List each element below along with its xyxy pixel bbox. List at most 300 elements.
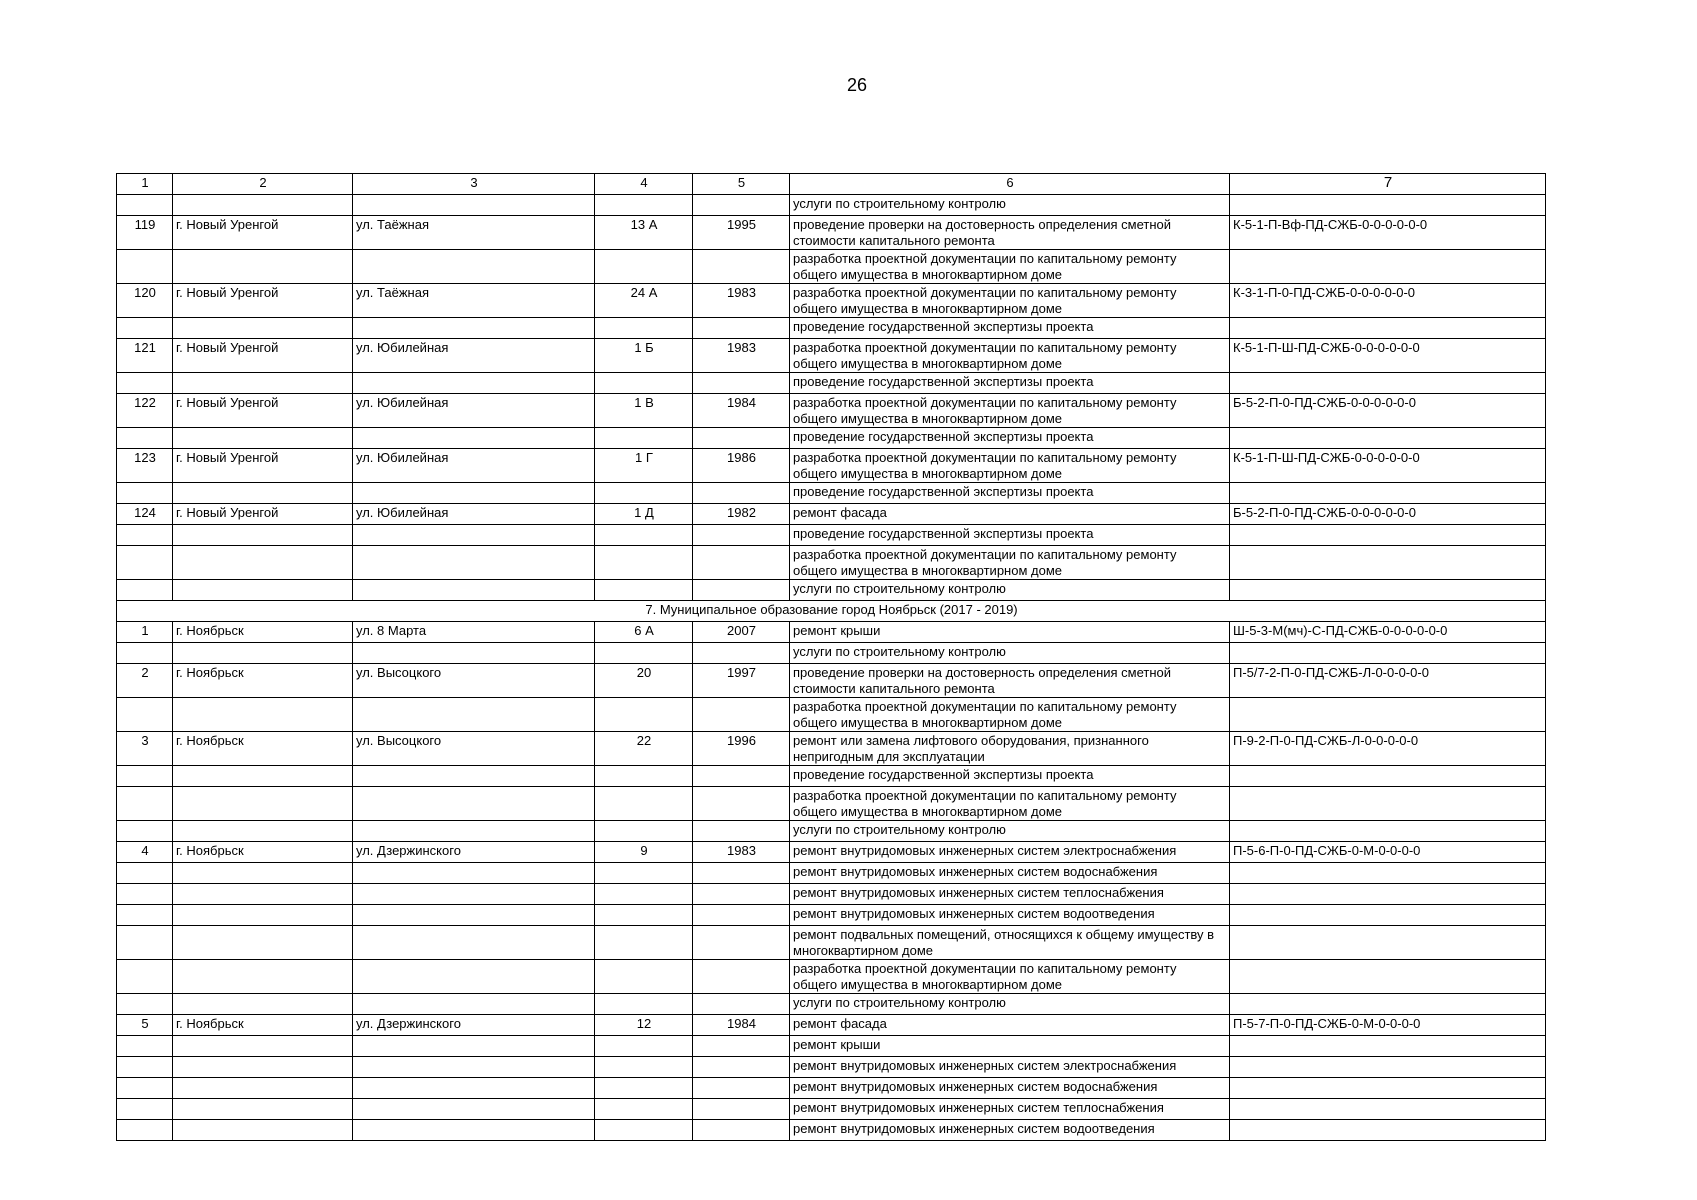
table-row <box>117 428 1546 449</box>
cell-work <box>790 1015 1230 1036</box>
cell-work-line: услуги по строительному контролю <box>793 822 1006 837</box>
cell-year: 1995 <box>693 216 790 250</box>
cell-city <box>173 580 353 601</box>
table-row <box>117 483 1546 504</box>
cell-city <box>173 318 353 339</box>
cell-house: 24 А <box>595 284 693 318</box>
table-row <box>117 449 1546 483</box>
cell-street <box>353 580 595 601</box>
cell-year <box>693 821 790 842</box>
cell-year <box>693 525 790 546</box>
cell-city <box>173 195 353 216</box>
table-row <box>117 318 1546 339</box>
cell-code: К-5-1-П-Вф-ПД-СЖБ-0-0-0-0-0-0 <box>1230 216 1546 250</box>
cell-city <box>173 884 353 905</box>
cell-street <box>353 787 595 821</box>
cell-street: ул. Юбилейная <box>353 504 595 525</box>
table-row <box>117 698 1546 732</box>
cell-year <box>693 1099 790 1120</box>
cell-work-line: многоквартирном доме <box>793 943 934 958</box>
cell-code: П-5-7-П-0-ПД-СЖБ-0-М-0-0-0-0 <box>1230 1015 1546 1036</box>
cell-street <box>353 884 595 905</box>
cell-work <box>790 195 1230 216</box>
cell-year: 1983 <box>693 339 790 373</box>
cell-work <box>790 449 1230 483</box>
cell-number <box>117 1078 173 1099</box>
cell-work-line: ремонт или замена лифтового оборудования, признанного <box>793 733 1149 748</box>
cell-work <box>790 1099 1230 1120</box>
table-row <box>117 546 1546 580</box>
cell-house: 9 <box>595 842 693 863</box>
cell-work-line: разработка проектной документации по капитальному ремонту <box>793 285 1177 300</box>
cell-year <box>693 926 790 960</box>
cell-number <box>117 960 173 994</box>
cell-work-line: проведение проверки на достоверность определения сметной <box>793 665 1172 680</box>
cell-city <box>173 787 353 821</box>
cell-house: 22 <box>595 732 693 766</box>
cell-work-line: общего имущества в многоквартирном доме <box>793 977 1062 992</box>
cell-number: 124 <box>117 504 173 525</box>
cell-number <box>117 195 173 216</box>
cell-year: 2007 <box>693 622 790 643</box>
table-row <box>117 863 1546 884</box>
cell-work-line: проведение проверки на достоверность определения сметной <box>793 217 1172 232</box>
cell-year <box>693 884 790 905</box>
cell-year <box>693 905 790 926</box>
cell-code <box>1230 884 1546 905</box>
cell-city <box>173 525 353 546</box>
cell-work <box>790 483 1230 504</box>
cell-code <box>1230 643 1546 664</box>
cell-number <box>117 926 173 960</box>
cell-work <box>790 525 1230 546</box>
cell-number <box>117 863 173 884</box>
cell-code <box>1230 994 1546 1015</box>
cell-work-line: ремонт внутридомовых инженерных систем электроснабжения <box>793 843 1177 858</box>
cell-work-line: ремонт фасада <box>793 505 887 520</box>
cell-code: П-5-6-П-0-ПД-СЖБ-0-М-0-0-0-0 <box>1230 842 1546 863</box>
table-row <box>117 994 1546 1015</box>
cell-year <box>693 318 790 339</box>
cell-number <box>117 428 173 449</box>
cell-city: г. Ноябрьск <box>173 622 353 643</box>
cell-street <box>353 926 595 960</box>
cell-number <box>117 698 173 732</box>
cell-code <box>1230 1099 1546 1120</box>
cell-city <box>173 994 353 1015</box>
cell-city <box>173 821 353 842</box>
cell-city <box>173 1036 353 1057</box>
cell-code <box>1230 250 1546 284</box>
table-row <box>117 643 1546 664</box>
column-header: 5 <box>693 174 790 195</box>
cell-city <box>173 863 353 884</box>
cell-work <box>790 546 1230 580</box>
cell-code: Ш-5-3-М(мч)-С-ПД-СЖБ-0-0-0-0-0-0 <box>1230 622 1546 643</box>
cell-work-line: общего имущества в многоквартирном доме <box>793 804 1062 819</box>
cell-year: 1983 <box>693 284 790 318</box>
cell-street: ул. Таёжная <box>353 284 595 318</box>
cell-city <box>173 905 353 926</box>
cell-work-line: ремонт крыши <box>793 623 881 638</box>
cell-number <box>117 1057 173 1078</box>
cell-street <box>353 195 595 216</box>
cell-code <box>1230 1078 1546 1099</box>
table-row <box>117 339 1546 373</box>
cell-number <box>117 994 173 1015</box>
cell-code <box>1230 546 1546 580</box>
cell-street <box>353 643 595 664</box>
cell-house <box>595 766 693 787</box>
cell-city: г. Ноябрьск <box>173 664 353 698</box>
cell-number <box>117 1099 173 1120</box>
cell-city <box>173 643 353 664</box>
cell-city: г. Новый Уренгой <box>173 394 353 428</box>
cell-work-line: ремонт подвальных помещений, относящихся к общему имуществу в <box>793 927 1215 942</box>
cell-work-line: разработка проектной документации по капитальному ремонту <box>793 699 1177 714</box>
cell-house <box>595 960 693 994</box>
cell-work <box>790 863 1230 884</box>
cell-city <box>173 926 353 960</box>
cell-number: 3 <box>117 732 173 766</box>
cell-work-line: общего имущества в многоквартирном доме <box>793 411 1062 426</box>
cell-street: ул. Дзержинского <box>353 1015 595 1036</box>
cell-city <box>173 250 353 284</box>
cell-code <box>1230 1120 1546 1141</box>
table-row <box>117 884 1546 905</box>
cell-work <box>790 994 1230 1015</box>
cell-number: 4 <box>117 842 173 863</box>
cell-street <box>353 960 595 994</box>
cell-code: К-3-1-П-0-ПД-СЖБ-0-0-0-0-0-0 <box>1230 284 1546 318</box>
cell-work <box>790 1078 1230 1099</box>
cell-year <box>693 1078 790 1099</box>
cell-city: г. Новый Уренгой <box>173 216 353 250</box>
cell-street: ул. Высоцкого <box>353 664 595 698</box>
cell-street <box>353 1057 595 1078</box>
cell-work-line: ремонт внутридомовых инженерных систем водоснабжения <box>793 864 1158 879</box>
cell-number <box>117 318 173 339</box>
cell-house <box>595 787 693 821</box>
cell-house <box>595 373 693 394</box>
cell-house: 1 В <box>595 394 693 428</box>
cell-work-line: ремонт крыши <box>793 1037 881 1052</box>
cell-code: П-9-2-П-0-ПД-СЖБ-Л-0-0-0-0-0 <box>1230 732 1546 766</box>
cell-city <box>173 698 353 732</box>
cell-house <box>595 994 693 1015</box>
cell-code <box>1230 318 1546 339</box>
cell-number: 5 <box>117 1015 173 1036</box>
cell-house: 1 Д <box>595 504 693 525</box>
cell-code <box>1230 863 1546 884</box>
cell-work <box>790 373 1230 394</box>
table-row <box>117 622 1546 643</box>
cell-house <box>595 580 693 601</box>
cell-year <box>693 373 790 394</box>
cell-code <box>1230 926 1546 960</box>
cell-city: г. Ноябрьск <box>173 1015 353 1036</box>
cell-street <box>353 483 595 504</box>
table-row <box>117 394 1546 428</box>
cell-street: ул. Высоцкого <box>353 732 595 766</box>
cell-house <box>595 546 693 580</box>
cell-year: 1982 <box>693 504 790 525</box>
cell-city <box>173 373 353 394</box>
cell-city: г. Новый Уренгой <box>173 449 353 483</box>
cell-house <box>595 698 693 732</box>
cell-city: г. Ноябрьск <box>173 842 353 863</box>
cell-number <box>117 373 173 394</box>
cell-work <box>790 428 1230 449</box>
cell-year <box>693 1120 790 1141</box>
cell-code <box>1230 580 1546 601</box>
cell-house <box>595 525 693 546</box>
cell-work-line: услуги по строительному контролю <box>793 196 1006 211</box>
cell-number: 122 <box>117 394 173 428</box>
header-row <box>117 174 1546 195</box>
cell-street: ул. 8 Марта <box>353 622 595 643</box>
cell-year <box>693 698 790 732</box>
table-row <box>117 284 1546 318</box>
cell-work-line: ремонт внутридомовых инженерных систем водоотведения <box>793 906 1155 921</box>
table-row <box>117 1099 1546 1120</box>
cell-number <box>117 1036 173 1057</box>
cell-street <box>353 1099 595 1120</box>
cell-code <box>1230 373 1546 394</box>
cell-year <box>693 546 790 580</box>
cell-code <box>1230 905 1546 926</box>
cell-year <box>693 580 790 601</box>
cell-code: К-5-1-П-Ш-ПД-СЖБ-0-0-0-0-0-0 <box>1230 449 1546 483</box>
cell-work-line: проведение государственной экспертизы проекта <box>793 319 1094 334</box>
table-row <box>117 905 1546 926</box>
table-row <box>117 732 1546 766</box>
cell-city <box>173 1099 353 1120</box>
cell-work-line: проведение государственной экспертизы проекта <box>793 374 1094 389</box>
cell-work-line: стоимости капитального ремонта <box>793 233 995 248</box>
cell-year <box>693 787 790 821</box>
cell-work-line: ремонт фасада <box>793 1016 887 1031</box>
cell-number <box>117 884 173 905</box>
table-row <box>117 250 1546 284</box>
cell-number: 1 <box>117 622 173 643</box>
cell-work <box>790 580 1230 601</box>
cell-code: Б-5-2-П-0-ПД-СЖБ-0-0-0-0-0-0 <box>1230 504 1546 525</box>
cell-city <box>173 1078 353 1099</box>
cell-year <box>693 643 790 664</box>
cell-number <box>117 821 173 842</box>
cell-code <box>1230 525 1546 546</box>
cell-work <box>790 504 1230 525</box>
cell-street <box>353 428 595 449</box>
cell-work <box>790 1120 1230 1141</box>
cell-work <box>790 250 1230 284</box>
cell-street <box>353 821 595 842</box>
cell-number <box>117 643 173 664</box>
cell-street <box>353 905 595 926</box>
cell-city <box>173 483 353 504</box>
table-row <box>117 664 1546 698</box>
cell-number <box>117 483 173 504</box>
cell-year <box>693 766 790 787</box>
cell-work-line: разработка проектной документации по капитальному ремонту <box>793 547 1177 562</box>
cell-code <box>1230 698 1546 732</box>
cell-number <box>117 546 173 580</box>
cell-house <box>595 884 693 905</box>
cell-number: 120 <box>117 284 173 318</box>
cell-street <box>353 525 595 546</box>
cell-house <box>595 428 693 449</box>
cell-work-line: проведение государственной экспертизы проекта <box>793 429 1094 444</box>
cell-work <box>790 884 1230 905</box>
cell-work <box>790 821 1230 842</box>
cell-work <box>790 216 1230 250</box>
cell-year: 1983 <box>693 842 790 863</box>
cell-house: 1 Б <box>595 339 693 373</box>
table-row <box>117 525 1546 546</box>
cell-year <box>693 1057 790 1078</box>
column-header: 4 <box>595 174 693 195</box>
cell-year <box>693 960 790 994</box>
cell-house <box>595 318 693 339</box>
cell-city <box>173 960 353 994</box>
cell-year: 1996 <box>693 732 790 766</box>
cell-street: ул. Юбилейная <box>353 449 595 483</box>
cell-work-line: разработка проектной документации по капитальному ремонту <box>793 961 1177 976</box>
cell-street <box>353 698 595 732</box>
cell-street: ул. Юбилейная <box>353 339 595 373</box>
section-title: 7. Муниципальное образование город Ноябрьск (2017 - 2019) <box>117 601 1546 622</box>
cell-year: 1984 <box>693 1015 790 1036</box>
cell-number <box>117 525 173 546</box>
cell-code <box>1230 787 1546 821</box>
section-title-row <box>117 601 1546 622</box>
table-row <box>117 580 1546 601</box>
table-row <box>117 821 1546 842</box>
column-header: 2 <box>173 174 353 195</box>
cell-work <box>790 284 1230 318</box>
cell-city: г. Новый Уренгой <box>173 284 353 318</box>
cell-work-line: непригодным для эксплуатации <box>793 749 985 764</box>
cell-house <box>595 195 693 216</box>
cell-city <box>173 546 353 580</box>
cell-work <box>790 766 1230 787</box>
table-row <box>117 1015 1546 1036</box>
cell-work <box>790 643 1230 664</box>
cell-street <box>353 373 595 394</box>
cell-house: 13 А <box>595 216 693 250</box>
cell-street <box>353 1120 595 1141</box>
cell-work <box>790 905 1230 926</box>
cell-work-line: разработка проектной документации по капитальному ремонту <box>793 788 1177 803</box>
cell-street <box>353 250 595 284</box>
cell-code <box>1230 1057 1546 1078</box>
cell-number <box>117 1120 173 1141</box>
table-row <box>117 373 1546 394</box>
cell-work-line: услуги по строительному контролю <box>793 644 1006 659</box>
cell-city: г. Новый Уренгой <box>173 504 353 525</box>
cell-street <box>353 994 595 1015</box>
cell-number <box>117 787 173 821</box>
cell-house: 1 Г <box>595 449 693 483</box>
cell-year <box>693 483 790 504</box>
cell-number: 121 <box>117 339 173 373</box>
cell-work <box>790 339 1230 373</box>
cell-work-line: ремонт внутридомовых инженерных систем водоснабжения <box>793 1079 1158 1094</box>
cell-house: 6 А <box>595 622 693 643</box>
cell-house <box>595 863 693 884</box>
table-body <box>117 195 1546 1141</box>
cell-code <box>1230 960 1546 994</box>
cell-house <box>595 250 693 284</box>
table-row <box>117 216 1546 250</box>
cell-work-line: общего имущества в многоквартирном доме <box>793 356 1062 371</box>
cell-street <box>353 863 595 884</box>
table-row <box>117 195 1546 216</box>
page-number: 26 <box>846 75 868 95</box>
cell-work-line: проведение государственной экспертизы проекта <box>793 767 1094 782</box>
cell-work-line: разработка проектной документации по капитальному ремонту <box>793 395 1177 410</box>
cell-year <box>693 250 790 284</box>
cell-number: 123 <box>117 449 173 483</box>
table-row <box>117 787 1546 821</box>
cell-code <box>1230 428 1546 449</box>
cell-city <box>173 1120 353 1141</box>
table-row <box>117 1078 1546 1099</box>
cell-year: 1984 <box>693 394 790 428</box>
cell-work <box>790 1036 1230 1057</box>
cell-code <box>1230 483 1546 504</box>
column-header: 7 <box>1230 174 1546 195</box>
cell-work-line: услуги по строительному контролю <box>793 995 1006 1010</box>
cell-street: ул. Таёжная <box>353 216 595 250</box>
cell-street: ул. Дзержинского <box>353 842 595 863</box>
cell-number: 2 <box>117 664 173 698</box>
cell-work <box>790 394 1230 428</box>
cell-work <box>790 664 1230 698</box>
cell-work <box>790 318 1230 339</box>
cell-work-line: проведение государственной экспертизы проекта <box>793 484 1094 499</box>
cell-number: 119 <box>117 216 173 250</box>
cell-code: П-5/7-2-П-0-ПД-СЖБ-Л-0-0-0-0-0 <box>1230 664 1546 698</box>
works-table <box>116 173 1546 1141</box>
cell-work-line: ремонт внутридомовых инженерных систем электроснабжения <box>793 1058 1177 1073</box>
cell-house <box>595 926 693 960</box>
cell-number <box>117 766 173 787</box>
table-row <box>117 926 1546 960</box>
cell-work <box>790 732 1230 766</box>
cell-house <box>595 1036 693 1057</box>
cell-work-line: общего имущества в многоквартирном доме <box>793 563 1062 578</box>
cell-work <box>790 842 1230 863</box>
cell-code <box>1230 821 1546 842</box>
cell-house: 20 <box>595 664 693 698</box>
cell-work-line: общего имущества в многоквартирном доме <box>793 267 1062 282</box>
cell-house <box>595 821 693 842</box>
column-header: 3 <box>353 174 595 195</box>
cell-work-line: ремонт внутридомовых инженерных систем водоотведения <box>793 1121 1155 1136</box>
cell-year <box>693 195 790 216</box>
cell-code: Б-5-2-П-0-ПД-СЖБ-0-0-0-0-0-0 <box>1230 394 1546 428</box>
cell-work <box>790 622 1230 643</box>
cell-work-line: разработка проектной документации по капитальному ремонту <box>793 251 1177 266</box>
cell-work-line: разработка проектной документации по капитальному ремонту <box>793 450 1177 465</box>
cell-street <box>353 1036 595 1057</box>
cell-house <box>595 483 693 504</box>
cell-year <box>693 1036 790 1057</box>
column-header: 6 <box>790 174 1230 195</box>
table-row <box>117 766 1546 787</box>
